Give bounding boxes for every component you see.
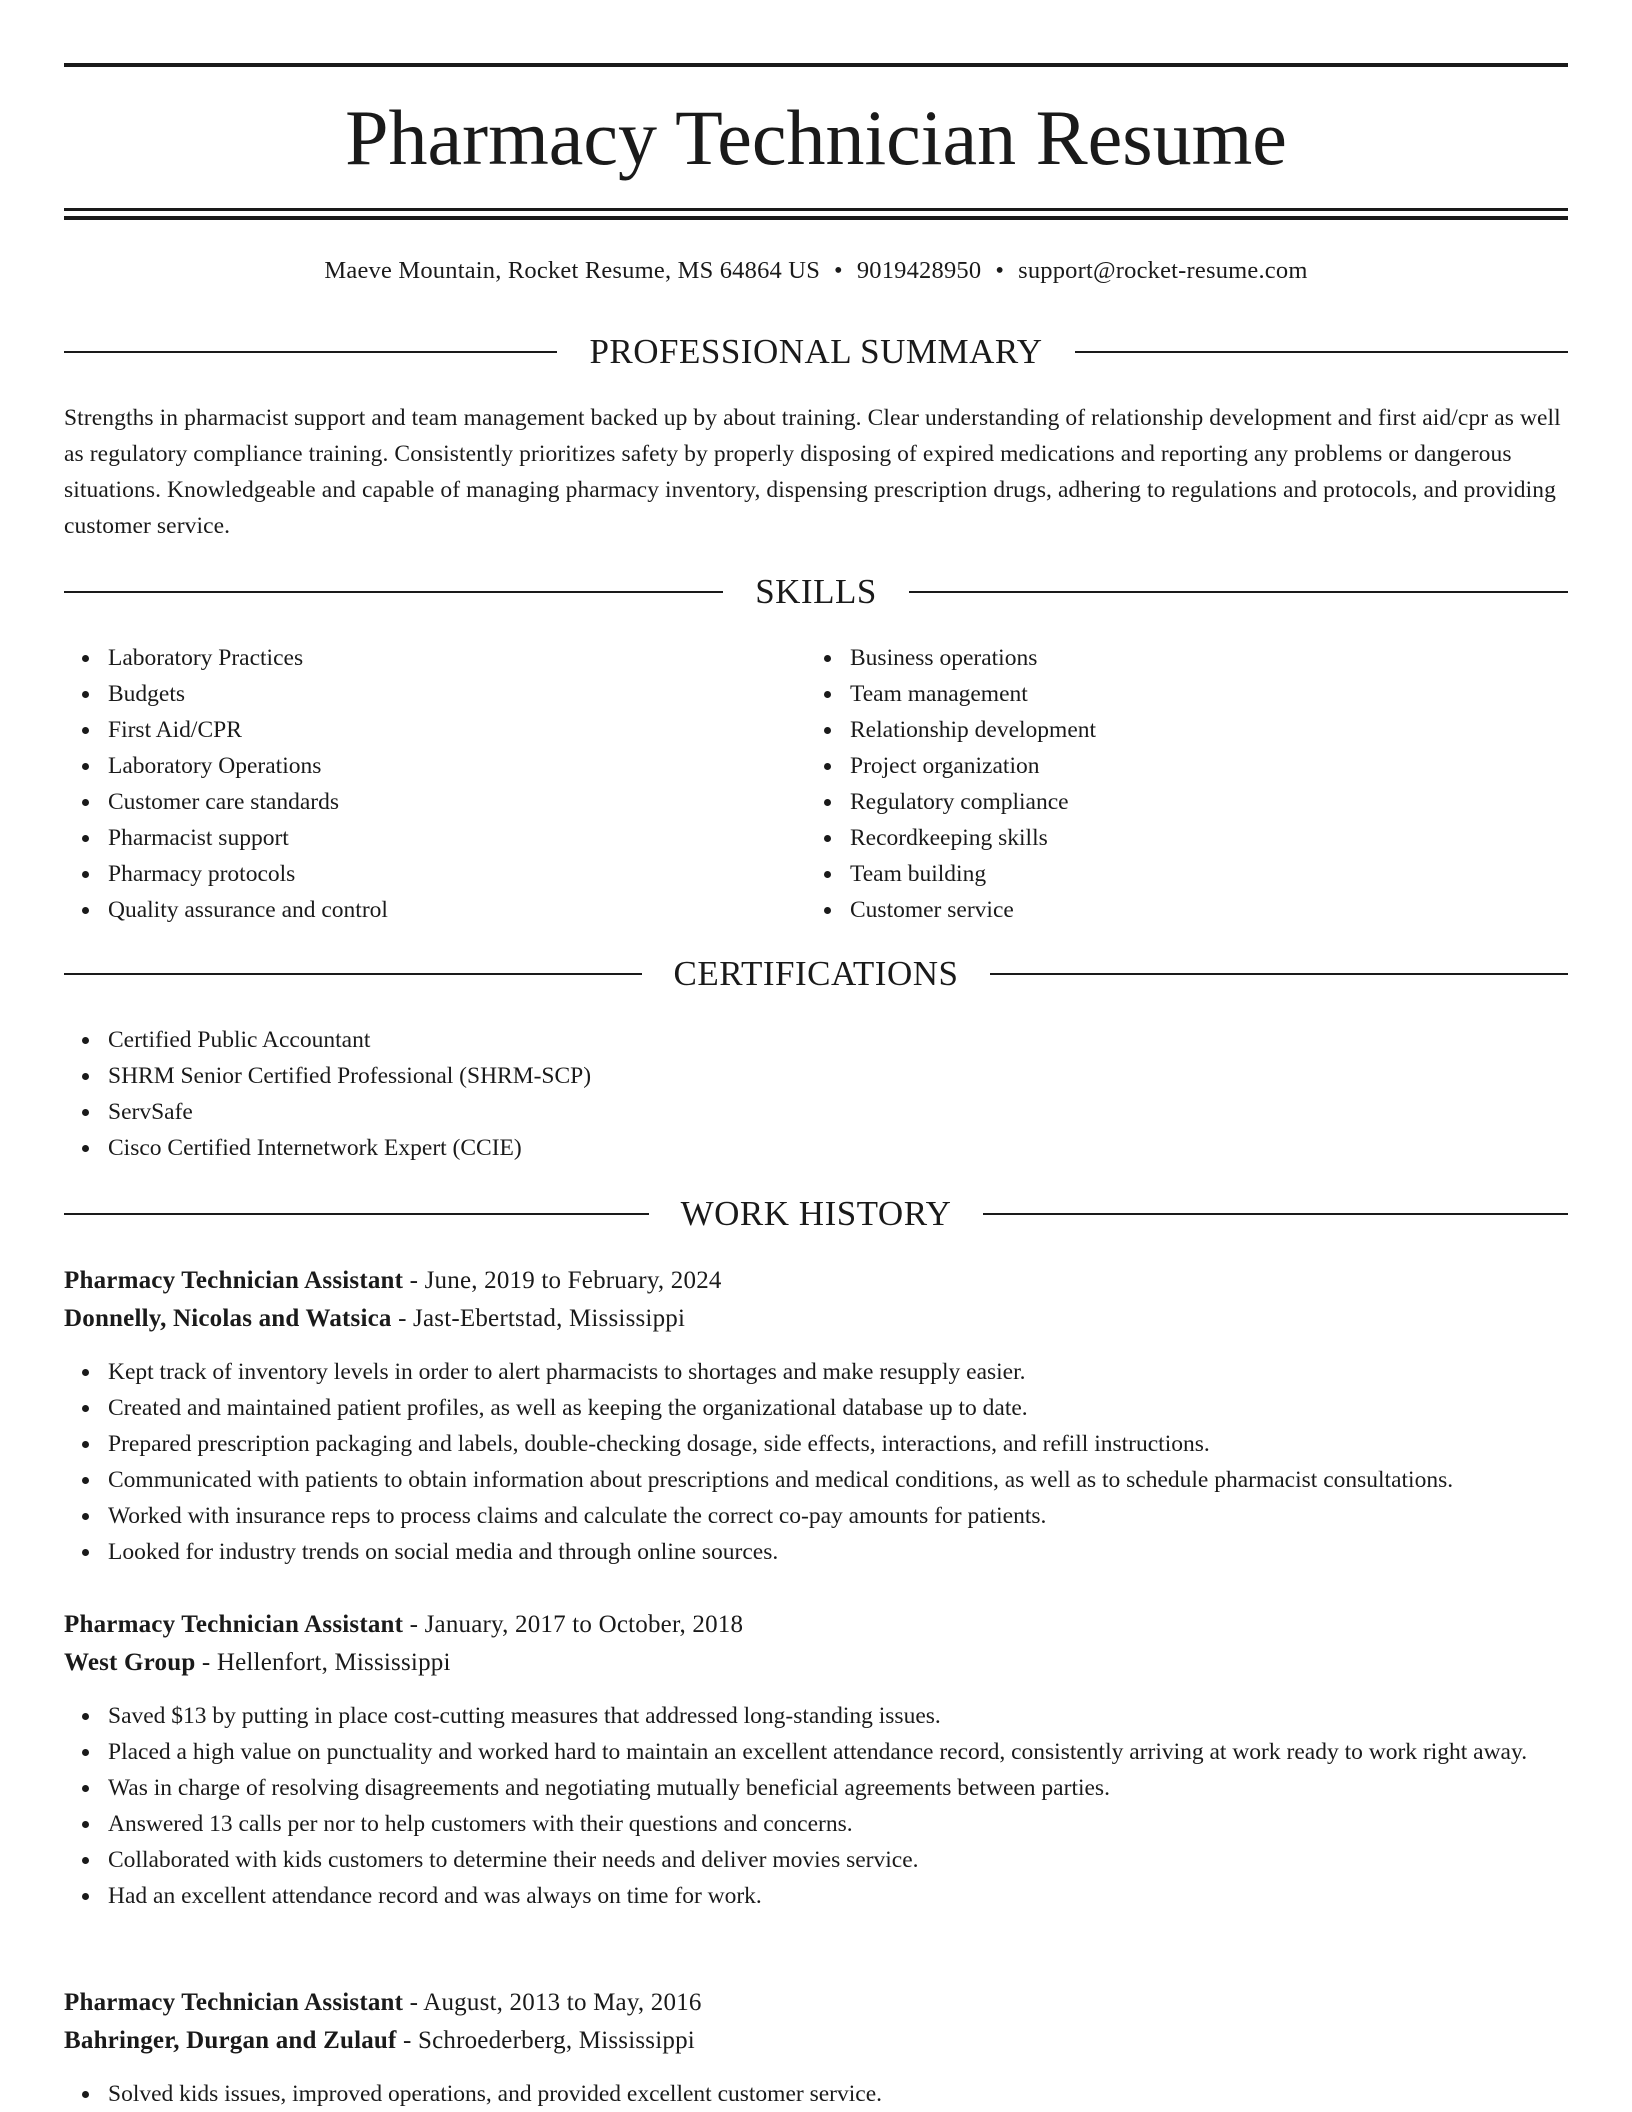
- job-duty-item: Was in charge of resolving disagreements and negotiating mutually beneficial agreements between parties.: [108, 1770, 1568, 1806]
- skill-item: Team management: [850, 676, 1506, 712]
- heading-rule: [64, 1213, 649, 1215]
- contact-address: Maeve Mountain, Rocket Resume, MS 64864 US: [324, 257, 821, 284]
- job-duty-item: Collaborated with kids customers to determine their needs and deliver movies service.: [108, 1842, 1568, 1878]
- skill-item: Team building: [850, 856, 1506, 892]
- skills-list-left: [64, 640, 764, 928]
- job-location: - Schroederberg, Mississippi: [396, 2027, 695, 2054]
- job-dates: - January, 2017 to October, 2018: [403, 1611, 744, 1638]
- contact-phone: 9019428950: [856, 257, 982, 284]
- job-duty-item: Answered 13 calls per nor to help customers with their questions and concerns.: [108, 1806, 1568, 1842]
- title-rule-upper: [64, 208, 1568, 211]
- skills-column-left: [64, 640, 764, 928]
- job-entry: [64, 1262, 1568, 1570]
- skills-list-right: [806, 640, 1506, 928]
- title-rule-lower: [64, 216, 1568, 220]
- skill-item: Budgets: [108, 676, 764, 712]
- job-location: - Hellenfort, Mississippi: [195, 1649, 451, 1676]
- skill-item: Customer care standards: [108, 784, 764, 820]
- job-duty-item: Had an excellent attendance record and was always on time for work.: [108, 1878, 1568, 1914]
- page-title: Pharmacy Technician Resume: [345, 94, 1287, 181]
- section-heading-skills: [64, 570, 1568, 614]
- job-duties-list: [64, 1698, 1568, 1914]
- certifications-list: [64, 1022, 1568, 1166]
- heading-rule: [909, 591, 1568, 593]
- job-title-line: [64, 1984, 1568, 2022]
- heading-rule: [990, 973, 1568, 975]
- skill-item: First Aid/CPR: [108, 712, 764, 748]
- section-title: PROFESSIONAL SUMMARY: [589, 332, 1043, 371]
- heading-rule: [64, 591, 723, 593]
- skill-item: Pharmacy protocols: [108, 856, 764, 892]
- section-title: SKILLS: [755, 572, 877, 611]
- job-duty-item: Worked with insurance reps to process claims and calculate the correct co-pay amounts for patients.: [108, 1498, 1568, 1534]
- skill-item: Relationship development: [850, 712, 1506, 748]
- job-company-line: [64, 1644, 1568, 1682]
- skills-column-right: [806, 640, 1506, 928]
- contact-line: [64, 254, 1568, 288]
- skill-item: Customer service: [850, 892, 1506, 928]
- job-duty-item: Created and maintained patient profiles, as well as keeping the organizational database up to date.: [108, 1390, 1568, 1426]
- job-duty-item: Solved kids issues, improved operations, and provided excellent customer service.: [108, 2076, 1568, 2112]
- certifications-block: [64, 1022, 1568, 1166]
- job-title-line: [64, 1262, 1568, 1300]
- skill-item: Regulatory compliance: [850, 784, 1506, 820]
- summary-text: Strengths in pharmacist support and team management backed up by about training. Clear understanding of relationship development and first aid/cpr as well as regulatory compliance training. Consistently prioritizes safety by properly disposing of expired medications and reporting any problems or dangerous situations. Knowledgeable and capable of managing pharmacy inventory, dispensing prescription drugs, adhering to regulations and protocols, and providing customer service.: [64, 405, 1561, 539]
- heading-rule: [64, 973, 642, 975]
- contact-email: support@rocket-resume.com: [1018, 257, 1308, 284]
- job-location: - Jast-Ebertstad, Mississippi: [391, 1305, 686, 1332]
- job-entry: [64, 1606, 1568, 1914]
- job-duties-list: [64, 2076, 1568, 2112]
- skill-item: Project organization: [850, 748, 1506, 784]
- section-heading-summary: [64, 330, 1568, 374]
- skill-item: Laboratory Operations: [108, 748, 764, 784]
- heading-rule: [983, 1213, 1568, 1215]
- certification-item: SHRM Senior Certified Professional (SHRM-SCP): [108, 1058, 1568, 1094]
- heading-rule: [64, 351, 557, 353]
- job-title-line: [64, 1606, 1568, 1644]
- skill-item: Recordkeeping skills: [850, 820, 1506, 856]
- section-heading-work-history: [64, 1192, 1568, 1236]
- certification-item: Cisco Certified Internetwork Expert (CCIE): [108, 1130, 1568, 1166]
- job-entry: [64, 1984, 1568, 2112]
- job-duty-item: Communicated with patients to obtain information about prescriptions and medical conditions, as well as to schedule pharmacist consultations.: [108, 1462, 1568, 1498]
- job-dates: - June, 2019 to February, 2024: [403, 1267, 722, 1294]
- job-duty-item: Looked for industry trends on social media and through online sources.: [108, 1534, 1568, 1570]
- job-dates: - August, 2013 to May, 2016: [403, 1989, 702, 2016]
- certification-item: ServSafe: [108, 1094, 1568, 1130]
- job-title: Pharmacy Technician Assistant: [64, 1989, 404, 2016]
- job-title: Pharmacy Technician Assistant: [64, 1267, 404, 1294]
- job-company-line: [64, 2022, 1568, 2060]
- job-company: Donnelly, Nicolas and Watsica: [64, 1305, 392, 1332]
- job-duty-item: Prepared prescription packaging and labels, double-checking dosage, side effects, interactions, and refill instructions.: [108, 1426, 1568, 1462]
- job-duty-item: Kept track of inventory levels in order to alert pharmacists to shortages and make resupply easier.: [108, 1354, 1568, 1390]
- contact-separator: •: [834, 257, 843, 284]
- contact-separator: •: [995, 257, 1005, 284]
- section-heading-certifications: [64, 952, 1568, 996]
- heading-rule: [1075, 351, 1568, 353]
- job-duty-item: Placed a high value on punctuality and worked hard to maintain an excellent attendance record, consistently arriving at work ready to work right away.: [108, 1734, 1568, 1770]
- skill-item: Quality assurance and control: [108, 892, 764, 928]
- skill-item: Laboratory Practices: [108, 640, 764, 676]
- job-company: West Group: [64, 1649, 196, 1676]
- job-company: Bahringer, Durgan and Zulauf: [64, 2027, 397, 2054]
- section-title: WORK HISTORY: [680, 1194, 952, 1233]
- top-rule: [64, 63, 1568, 67]
- skill-item: Pharmacist support: [108, 820, 764, 856]
- certification-item: Certified Public Accountant: [108, 1022, 1568, 1058]
- skill-item: Business operations: [850, 640, 1506, 676]
- job-duty-item: Saved $13 by putting in place cost-cutting measures that addressed long-standing issues.: [108, 1698, 1568, 1734]
- section-title: CERTIFICATIONS: [673, 954, 959, 993]
- job-title: Pharmacy Technician Assistant: [64, 1611, 404, 1638]
- job-duties-list: [64, 1354, 1568, 1570]
- job-company-line: [64, 1300, 1568, 1338]
